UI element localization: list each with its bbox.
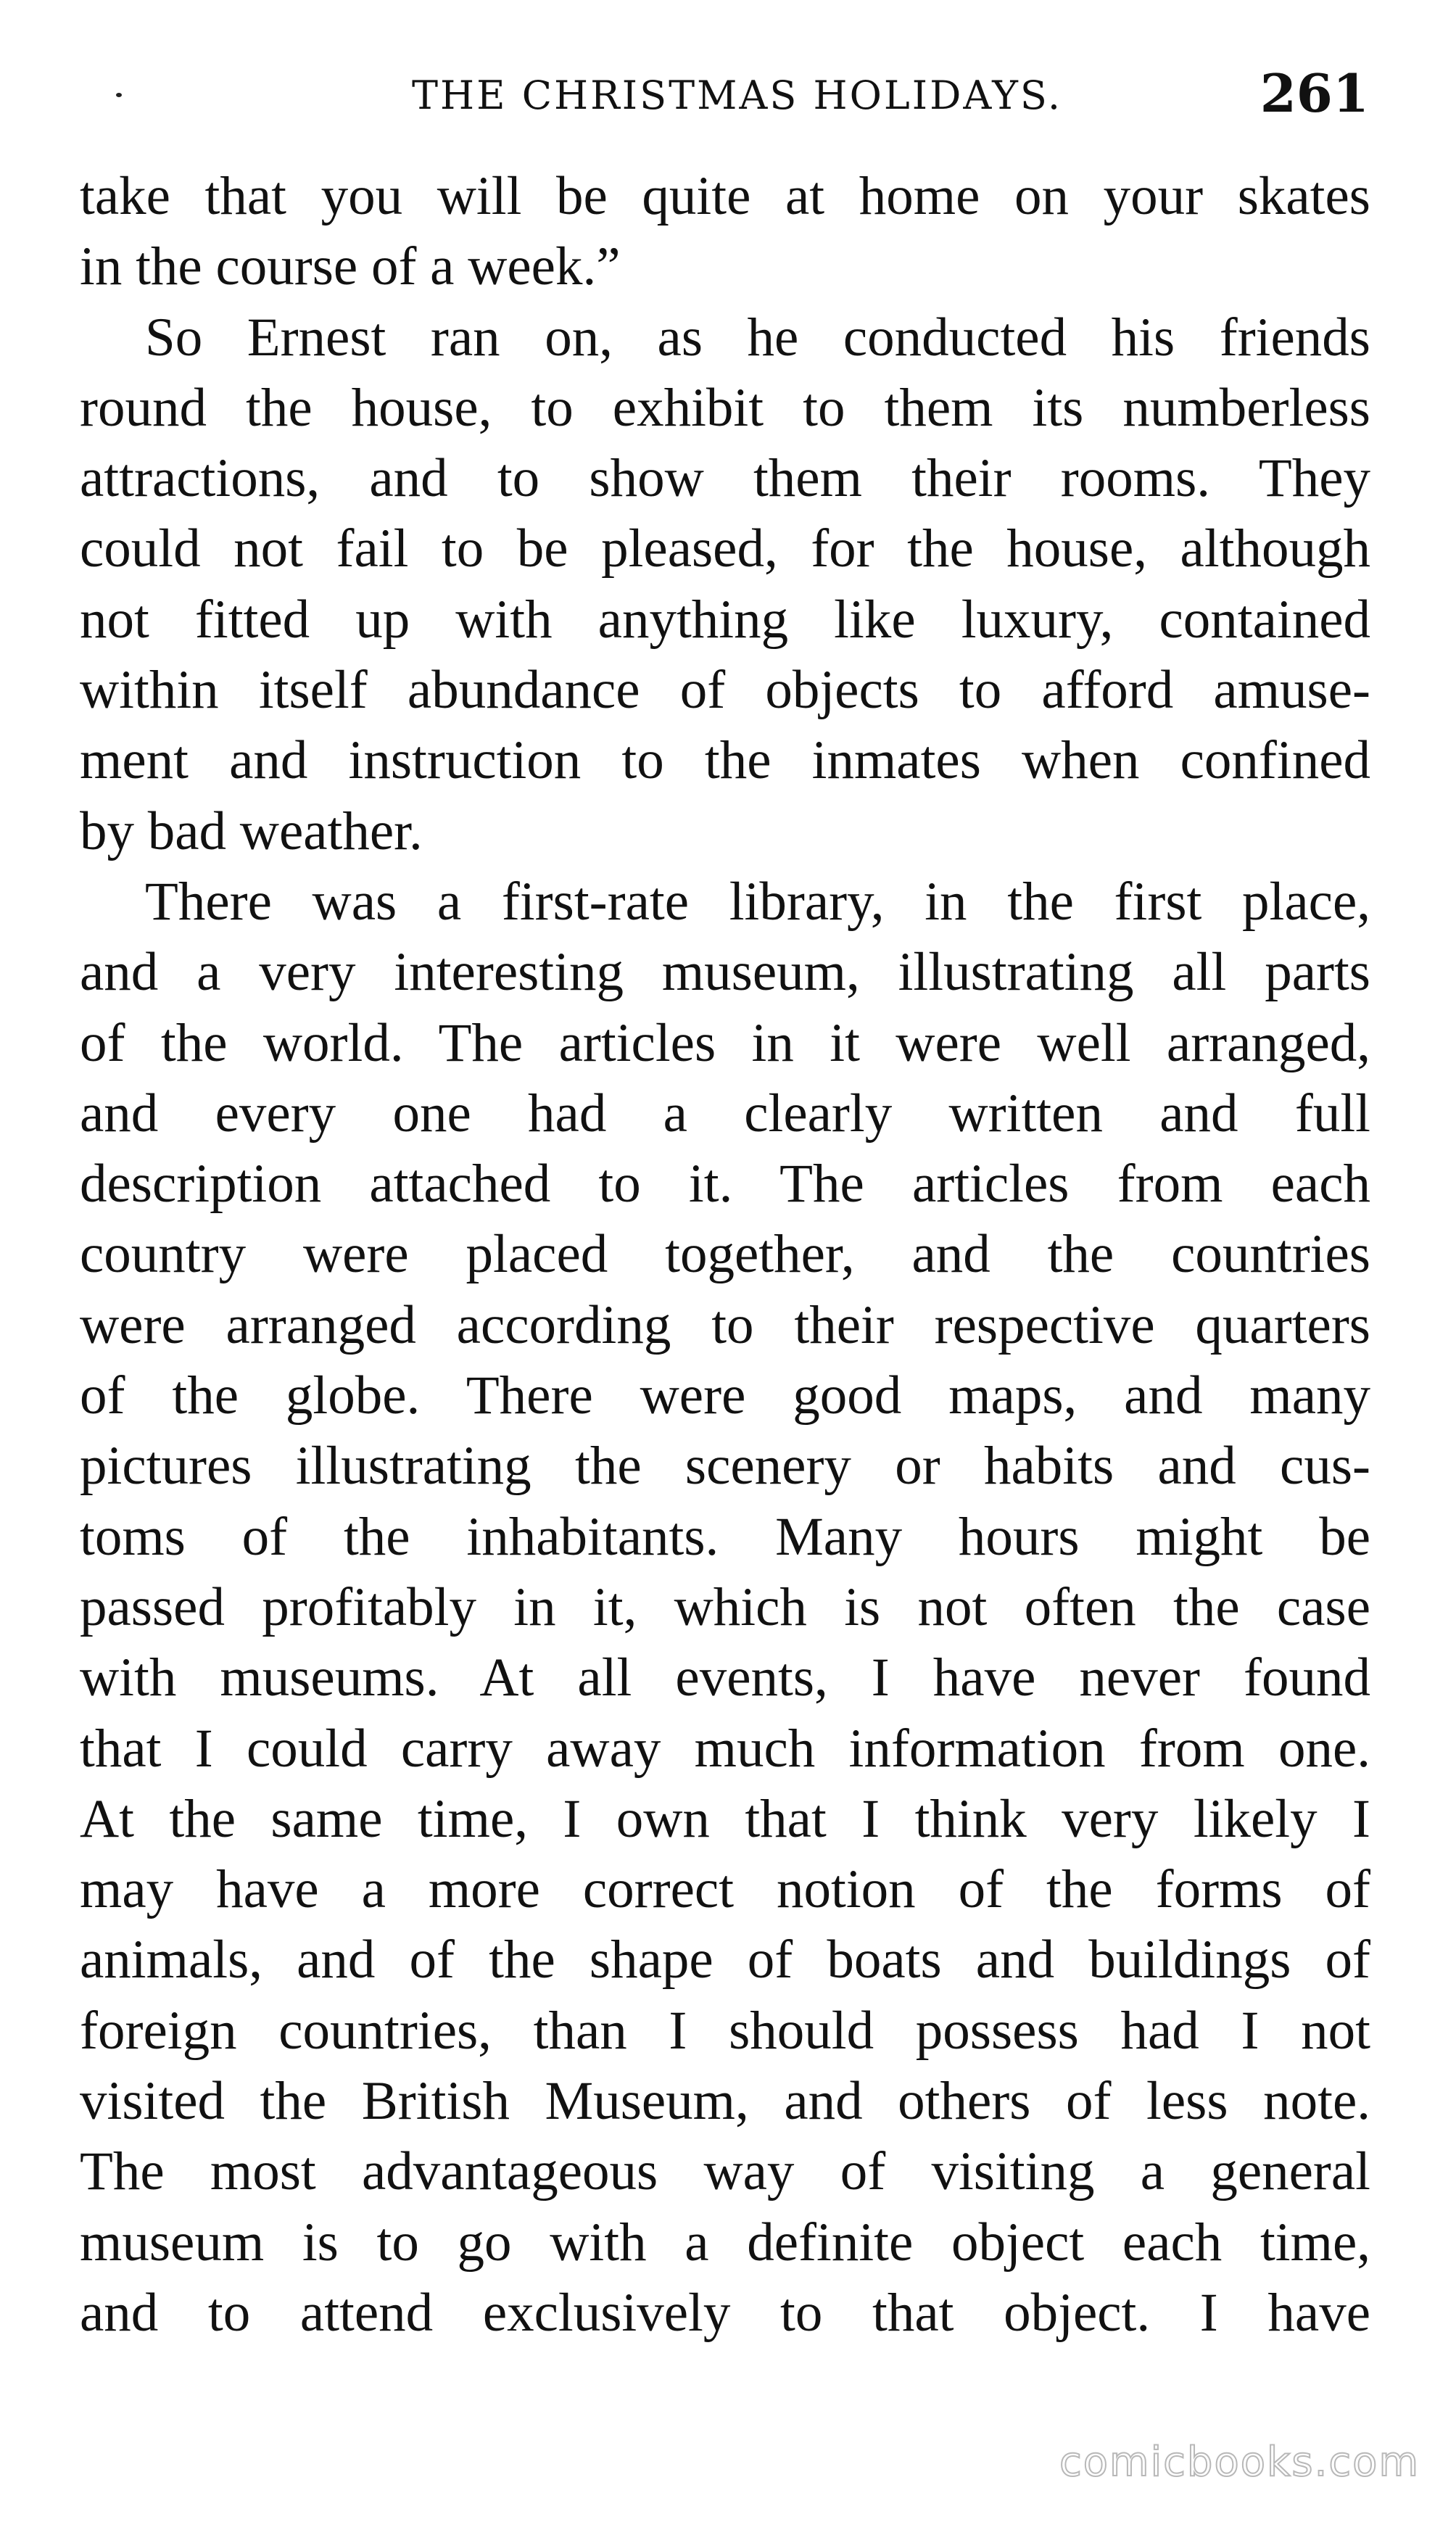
text-line: may have a more correct notion of the forms of [80,1859,1370,1920]
text-line: passed profitably in it, which is not often the case [80,1576,1370,1637]
page-number: 261 [1259,62,1369,124]
text-line: within itself abundance of objects to afford amuse- [80,660,1370,721]
text-line: At the same time, I own that I think very likely I [80,1788,1370,1849]
text-line: description attached to it. The articles from each [80,1154,1370,1215]
text-line: pictures illustrating the scenery or habits and cus- [80,1436,1370,1497]
text-line: with museums. At all events, I have never found [80,1647,1370,1708]
text-line: attractions, and to show them their rooms. They [80,448,1370,509]
text-line: and to attend exclusively to that object. I have [80,2282,1370,2343]
page-header [73,57,1369,129]
text-line: The most advantageous way of visiting a general [80,2141,1370,2202]
text-line: that I could carry away much information from one. [80,1718,1370,1779]
text-line: museum is to go with a definite object each time, [80,2212,1370,2273]
text-line: toms of the inhabitants. Many hours might be [80,1506,1370,1567]
text-line: could not fail to be pleased, for the house, although [80,518,1370,579]
text-line: not fitted up with anything like luxury, contained [80,589,1370,650]
text-line: in the course of a week.” [80,236,621,297]
text-line: of the world. The articles in it were well arranged, [80,1012,1370,1073]
text-line: and every one had a clearly written and full [80,1083,1370,1144]
header-mark [116,93,122,97]
text-line: ment and instruction to the inmates when confined [80,730,1370,791]
watermark: comicbooks.com [1059,2439,1420,2486]
text-line: animals, and of the shape of boats and buildings of [80,1930,1370,1990]
body-text [80,161,1370,2348]
text-line: visited the British Museum, and others of less note. [80,2071,1370,2132]
text-line: round the house, to exhibit to them its numberless [80,377,1370,438]
text-line: by bad weather. [80,801,423,861]
text-line: So Ernest ran on, as he conducted his friends [145,307,1370,368]
text-line: and a very interesting museum, illustrating all parts [80,942,1370,1003]
text-line: foreign countries, than I should possess had I not [80,2000,1370,2061]
text-line: take that you will be quite at home on your skates [80,166,1370,226]
text-line: country were placed together, and the countries [80,1224,1370,1285]
text-line: were arranged according to their respective quarters [80,1294,1370,1355]
text-line: There was a first-rate library, in the first place, [145,871,1370,932]
text-line: of the globe. There were good maps, and many [80,1365,1370,1426]
running-head: THE CHRISTMAS HOLIDAYS. [412,73,1063,118]
